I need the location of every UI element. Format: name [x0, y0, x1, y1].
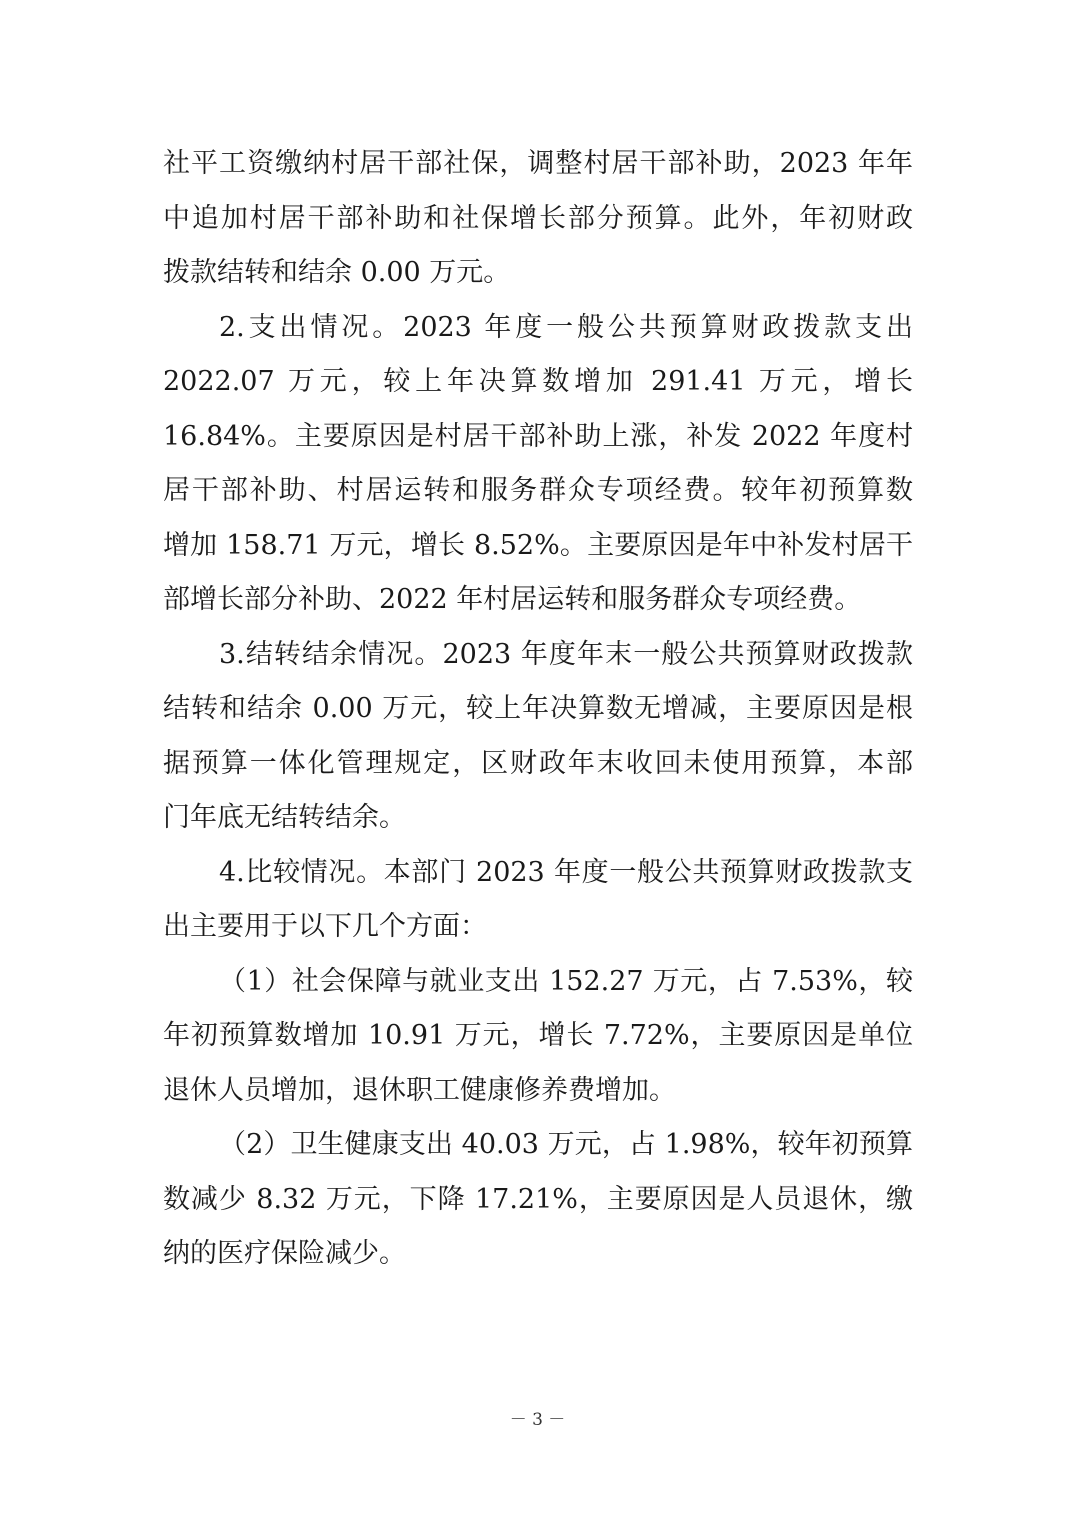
body-text-line: 结转和结余 0.00 万元，较上年决算数无增减，主要原因是根 [163, 693, 913, 724]
body-text-line: 部增长部分补助、2022 年村居运转和服务群众专项经费。 [163, 584, 862, 615]
body-text-line: 年初预算数增加 10.91 万元，增长 7.72%，主要原因是单位 [163, 1020, 913, 1051]
page-number: － 3 － [509, 1410, 566, 1430]
list-item-health: （2）卫生健康支出 40.03 万元，占 1.98%，较年初预算 [219, 1129, 913, 1160]
body-text-line: 据预算一体化管理规定，区财政年末收回未使用预算，本部 [163, 748, 913, 779]
section-heading-expenditure: 2.支出情况。2023 年度一般公共预算财政拨款支出 [219, 312, 913, 343]
body-text-line: 居干部补助、村居运转和服务群众专项经费。较年初预算数 [163, 475, 913, 506]
body-text-line: 中追加村居干部补助和社保增长部分预算。此外，年初财政 [163, 203, 913, 234]
body-text-line: 数减少 8.32 万元，下降 17.21%，主要原因是人员退休，缴 [163, 1184, 913, 1215]
body-text-line: 出主要用于以下几个方面： [163, 911, 487, 942]
body-text-line: 增加 158.71 万元，增长 8.52%。主要原因是年中补发村居干 [163, 530, 913, 561]
body-text-line: 退休人员增加，退休职工健康修养费增加。 [163, 1075, 676, 1106]
body-text-line: 纳的医疗保险减少。 [163, 1238, 406, 1269]
section-heading-carryover: 3.结转结余情况。2023 年度年末一般公共预算财政拨款 [219, 639, 913, 670]
body-text-line: 拨款结转和结余 0.00 万元。 [163, 257, 511, 288]
list-item-social-security: （1）社会保障与就业支出 152.27 万元，占 7.53%，较 [219, 966, 913, 997]
body-text-line: 社平工资缴纳村居干部社保，调整村居干部补助，2023 年年 [163, 148, 913, 179]
body-text-line: 2022.07 万元，较上年决算数增加 291.41 万元，增长 [163, 366, 913, 397]
section-heading-comparison: 4.比较情况。本部门 2023 年度一般公共预算财政拨款支 [219, 857, 913, 888]
body-text-line: 门年底无结转结余。 [163, 802, 406, 833]
body-text-line: 16.84%。主要原因是村居干部补助上涨，补发 2022 年度村 [163, 421, 913, 452]
